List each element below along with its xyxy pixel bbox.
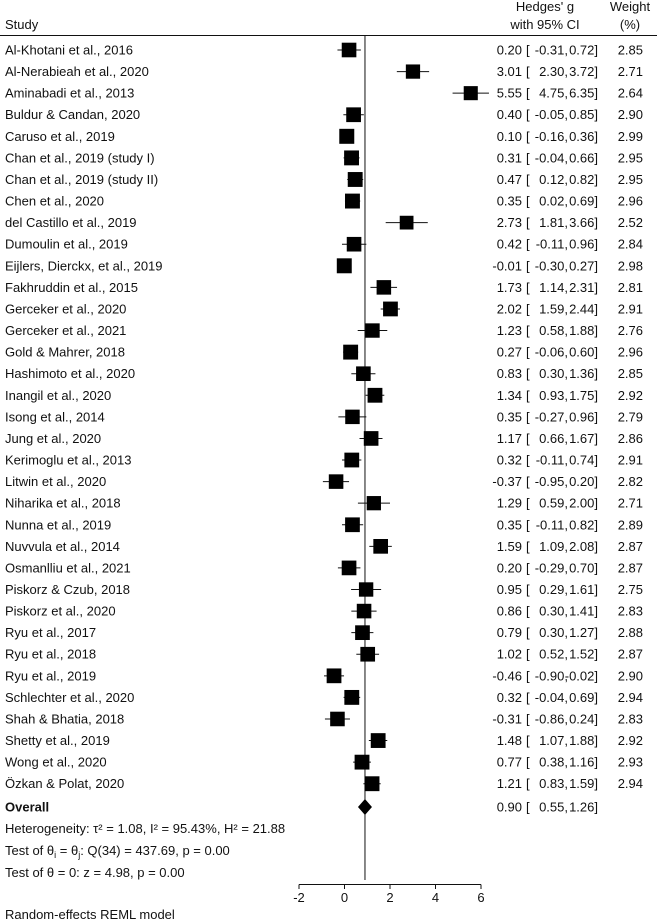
ci-lower-value: 0.83, bbox=[539, 776, 568, 792]
effect-marker bbox=[365, 323, 379, 337]
ci-upper-value: 0.85] bbox=[569, 107, 598, 123]
ci-open-bracket: [ bbox=[526, 560, 530, 576]
effect-marker bbox=[377, 280, 392, 295]
ci-lower-value: 0.59, bbox=[539, 495, 568, 511]
ci-open-bracket: [ bbox=[526, 733, 530, 749]
effect-marker bbox=[368, 388, 383, 403]
effect-value: 0.10 bbox=[496, 128, 522, 144]
effect-marker bbox=[356, 366, 371, 381]
effect-marker bbox=[360, 647, 375, 662]
ci-open-bracket: [ bbox=[526, 171, 530, 187]
study-label: Schlechter et al., 2020 bbox=[5, 689, 135, 705]
weight-value: 2.86 bbox=[617, 430, 643, 446]
study-label: Inangil et al., 2020 bbox=[5, 387, 112, 403]
effect-column-header-line1: Hedges' g bbox=[515, 0, 575, 14]
x-tick-label: 4 bbox=[431, 890, 440, 905]
ci-lower-value: 2.30, bbox=[539, 64, 568, 80]
ci-lower-value: 0.12, bbox=[539, 171, 568, 187]
ci-upper-value: 0.36] bbox=[569, 128, 598, 144]
effect-marker bbox=[383, 302, 398, 317]
ci-open-bracket: [ bbox=[526, 128, 530, 144]
x-tick-label: 0 bbox=[340, 890, 349, 905]
weight-value: 2.94 bbox=[617, 776, 643, 792]
ci-open-bracket: [ bbox=[526, 776, 530, 792]
ci-lower-value: 0.58, bbox=[539, 323, 568, 339]
ci-lower-value: 0.30, bbox=[539, 603, 568, 619]
ci-upper-value: 1.52] bbox=[569, 646, 598, 662]
effect-value: 0.40 bbox=[496, 107, 522, 123]
ci-open-bracket: [ bbox=[526, 474, 530, 490]
effect-value: 1.59 bbox=[496, 538, 522, 554]
ci-open-bracket: [ bbox=[526, 85, 530, 101]
ci-upper-value: 2.31] bbox=[569, 279, 598, 295]
effect-value: 0.47 bbox=[496, 171, 522, 187]
ci-upper-value: 0.20] bbox=[569, 474, 598, 490]
effect-marker bbox=[344, 150, 359, 165]
effect-value: 3.01 bbox=[496, 64, 522, 80]
effect-value: -0.37 bbox=[492, 474, 522, 490]
effect-marker bbox=[343, 345, 358, 360]
weight-value: 2.81 bbox=[617, 279, 643, 295]
ci-open-bracket: [ bbox=[526, 582, 530, 597]
ci-upper-value: 0.60] bbox=[569, 344, 598, 360]
ci-open-bracket: [ bbox=[526, 646, 530, 662]
study-label: Isong et al., 2014 bbox=[5, 409, 105, 425]
effect-value: 0.35 bbox=[496, 193, 522, 209]
study-label: Fakhruddin et al., 2015 bbox=[5, 279, 138, 295]
ci-upper-value: 1.36] bbox=[569, 366, 598, 382]
ci-open-bracket: [ bbox=[526, 754, 530, 770]
weight-value: 2.75 bbox=[617, 582, 643, 597]
ci-lower-value: -0.90, bbox=[534, 668, 568, 684]
ci-open-bracket: [ bbox=[526, 430, 530, 446]
effect-marker bbox=[406, 64, 420, 78]
weight-value: 2.89 bbox=[617, 517, 643, 533]
study-label: Ryu et al., 2018 bbox=[5, 646, 97, 662]
effect-marker bbox=[355, 755, 370, 770]
x-tick-label: -2 bbox=[293, 890, 305, 905]
ci-open-bracket: [ bbox=[526, 387, 530, 403]
weight-value: 2.85 bbox=[617, 366, 643, 382]
effect-marker bbox=[327, 668, 342, 683]
effect-marker bbox=[367, 496, 381, 510]
ci-upper-value: 0.96] bbox=[569, 236, 598, 252]
ci-lower-value: 1.14, bbox=[539, 279, 568, 295]
study-label: Hashimoto et al., 2020 bbox=[5, 366, 136, 382]
weight-value: 2.92 bbox=[617, 387, 643, 403]
weight-value: 2.79 bbox=[617, 409, 643, 425]
study-column-header: Study bbox=[5, 17, 39, 32]
weight-value: 2.52 bbox=[617, 215, 643, 231]
study-label: Shetty et al., 2019 bbox=[5, 733, 110, 749]
z-test-stats: Test of θ = 0: z = 4.98, p = 0.00 bbox=[5, 865, 185, 880]
effect-value: 0.77 bbox=[496, 754, 522, 770]
ci-open-bracket: [ bbox=[526, 495, 530, 511]
weight-column-header-line1: Weight bbox=[609, 0, 651, 14]
effect-value: 1.21 bbox=[496, 776, 522, 792]
effect-marker bbox=[339, 129, 354, 144]
ci-lower-value: 0.30, bbox=[539, 625, 568, 641]
effect-value: -0.01 bbox=[492, 258, 522, 274]
ci-open-bracket: [ bbox=[526, 64, 530, 80]
ci-upper-value: 2.08] bbox=[569, 538, 598, 554]
model-footnote: Random-effects REML model bbox=[5, 907, 175, 922]
ci-open-bracket: [ bbox=[526, 42, 530, 58]
study-label: Nuvvula et al., 2014 bbox=[5, 538, 120, 554]
overall-ci-upper-value: 1.26] bbox=[569, 799, 598, 815]
study-label: Caruso et al., 2019 bbox=[5, 128, 115, 144]
ci-lower-value: -0.11, bbox=[535, 517, 568, 533]
effect-value: 1.17 bbox=[496, 430, 522, 446]
effect-marker bbox=[329, 474, 344, 489]
ci-lower-value: 1.07, bbox=[539, 733, 568, 749]
ci-lower-value: 0.93, bbox=[539, 387, 568, 403]
effect-value: 1.29 bbox=[496, 495, 522, 511]
study-label: Buldur & Candan, 2020 bbox=[5, 107, 141, 123]
ci-lower-value: -0.16, bbox=[534, 128, 568, 144]
effect-marker bbox=[344, 453, 359, 468]
ci-open-bracket: [ bbox=[526, 344, 530, 360]
ci-open-bracket: [ bbox=[526, 668, 530, 684]
x-tick-label: 6 bbox=[477, 890, 485, 905]
ci-open-bracket: [ bbox=[526, 107, 530, 123]
ci-open-bracket: [ bbox=[526, 301, 530, 317]
ci-lower-value: -0.04, bbox=[534, 689, 568, 705]
effect-marker bbox=[347, 237, 362, 252]
ci-upper-value: 0.96] bbox=[569, 409, 598, 425]
effect-marker bbox=[342, 561, 357, 576]
effect-value: 5.55 bbox=[496, 85, 522, 101]
ci-lower-value: 4.75, bbox=[539, 85, 568, 101]
ci-upper-value: 1.59] bbox=[569, 776, 598, 792]
ci-lower-value: -0.29, bbox=[534, 560, 568, 576]
study-label: Litwin et al., 2020 bbox=[5, 474, 107, 490]
ci-upper-value: 6.35] bbox=[569, 85, 598, 101]
ci-upper-value: 0.74] bbox=[569, 452, 598, 468]
effect-marker bbox=[345, 194, 360, 209]
study-label: Eijlers, Dierckx, et al., 2019 bbox=[5, 258, 163, 274]
ci-open-bracket: [ bbox=[526, 517, 530, 533]
study-label: Al-Khotani et al., 2016 bbox=[5, 42, 133, 58]
study-label: Ryu et al., 2019 bbox=[5, 668, 97, 684]
weight-value: 2.95 bbox=[617, 150, 643, 166]
effect-marker bbox=[364, 431, 379, 446]
ci-lower-value: -0.30, bbox=[534, 258, 568, 274]
ci-open-bracket: [ bbox=[526, 193, 530, 209]
study-label: Piskorz & Czub, 2018 bbox=[5, 582, 131, 597]
weight-value: 2.96 bbox=[617, 344, 643, 360]
effect-value: 0.86 bbox=[496, 603, 522, 619]
effect-marker bbox=[464, 86, 478, 100]
study-label: Piskorz et al., 2020 bbox=[5, 603, 116, 619]
effect-value: 1.73 bbox=[496, 279, 522, 295]
study-label: del Castillo et al., 2019 bbox=[5, 215, 137, 231]
weight-value: 2.93 bbox=[617, 754, 643, 770]
overall-effect-value: 0.90 bbox=[496, 799, 522, 815]
ci-open-bracket: [ bbox=[526, 258, 530, 274]
ci-upper-value: 3.66] bbox=[569, 215, 598, 231]
x-tick-label: 2 bbox=[386, 890, 394, 905]
overall-ci-lower-value: 0.55, bbox=[539, 799, 568, 815]
ci-upper-value: 1.61] bbox=[569, 582, 598, 597]
ci-lower-value: -0.27, bbox=[534, 409, 568, 425]
ci-upper-value: 0.24] bbox=[569, 711, 598, 727]
weight-value: 2.84 bbox=[617, 236, 643, 252]
study-label: Ryu et al., 2017 bbox=[5, 625, 97, 641]
ci-lower-value: 0.38, bbox=[539, 754, 568, 770]
ci-lower-value: 0.29, bbox=[539, 582, 568, 597]
heterogeneity-stats: Heterogeneity: τ² = 1.08, I² = 95.43%, H² = 21.88 bbox=[5, 821, 286, 836]
ci-lower-value: -0.11, bbox=[535, 452, 568, 468]
weight-value: 2.90 bbox=[617, 668, 643, 684]
effect-value: 1.23 bbox=[496, 323, 522, 339]
ci-upper-value: 1.41] bbox=[569, 603, 598, 619]
effect-marker bbox=[344, 690, 359, 705]
study-label: Gerceker et al., 2021 bbox=[5, 323, 127, 339]
ci-upper-value: 1.67] bbox=[569, 430, 598, 446]
weight-value: 2.96 bbox=[617, 193, 643, 209]
ci-open-bracket: [ bbox=[526, 366, 530, 382]
weight-value: 2.87 bbox=[617, 646, 643, 662]
ci-open-bracket: [ bbox=[526, 711, 530, 727]
effect-marker bbox=[337, 258, 352, 273]
effect-value: 1.02 bbox=[496, 646, 522, 662]
ci-upper-value: 0.70] bbox=[569, 560, 598, 576]
effect-marker bbox=[342, 43, 357, 58]
ci-upper-value: 3.72] bbox=[569, 64, 598, 80]
effect-value: 0.79 bbox=[496, 625, 522, 641]
q-test-stats: Test of $\theta_i = \theta_j$: Q(34) = 437.69, p = 0.00 bbox=[5, 843, 230, 860]
weight-value: 2.99 bbox=[617, 128, 643, 144]
weight-column-header-line2: (%) bbox=[619, 17, 641, 32]
ci-open-bracket: [ bbox=[526, 452, 530, 468]
study-label: Shah & Bhatia, 2018 bbox=[5, 711, 125, 727]
ci-upper-value: 0.27] bbox=[569, 258, 598, 274]
overall-label: Overall bbox=[5, 799, 50, 815]
weight-value: 2.87 bbox=[617, 560, 643, 576]
ci-upper-value: 0.82] bbox=[569, 171, 598, 187]
ci-upper-value: 1.88] bbox=[569, 733, 598, 749]
effect-value: 0.20 bbox=[496, 42, 522, 58]
ci-upper-value: 0.82] bbox=[569, 517, 598, 533]
overall-diamond bbox=[358, 799, 372, 815]
study-label: Nunna et al., 2019 bbox=[5, 517, 112, 533]
weight-value: 2.64 bbox=[617, 85, 643, 101]
study-label: Özkan & Polat, 2020 bbox=[5, 776, 125, 792]
effect-marker bbox=[355, 625, 370, 640]
ci-upper-value: 0.69] bbox=[569, 193, 598, 209]
ci-open-bracket: [ bbox=[526, 236, 530, 252]
effect-value: 0.83 bbox=[496, 366, 522, 382]
effect-marker bbox=[345, 517, 360, 532]
effect-marker bbox=[357, 604, 372, 619]
ci-open-bracket: [ bbox=[526, 538, 530, 554]
ci-lower-value: 1.09, bbox=[539, 538, 568, 554]
ci-upper-value: 0.72] bbox=[569, 42, 598, 58]
effect-value: 0.42 bbox=[496, 236, 522, 252]
study-label: Osmanlliu et al., 2021 bbox=[5, 560, 131, 576]
weight-value: 2.92 bbox=[617, 733, 643, 749]
ci-lower-value: -0.86, bbox=[534, 711, 568, 727]
ci-lower-value: -0.31, bbox=[534, 42, 568, 58]
effect-value: 0.27 bbox=[496, 344, 522, 360]
weight-value: 2.91 bbox=[617, 301, 643, 317]
overall-ci-open-bracket: [ bbox=[526, 799, 530, 815]
weight-value: 2.91 bbox=[617, 452, 643, 468]
ci-open-bracket: [ bbox=[526, 279, 530, 295]
ci-open-bracket: [ bbox=[526, 689, 530, 705]
effect-value: 0.32 bbox=[496, 452, 522, 468]
study-label: Jung et al., 2020 bbox=[5, 430, 102, 446]
effect-value: 0.35 bbox=[496, 409, 522, 425]
study-label: Al-Nerabieah et al., 2020 bbox=[5, 64, 149, 80]
effect-marker bbox=[365, 776, 380, 791]
weight-value: 2.82 bbox=[617, 474, 643, 490]
effect-value: 0.32 bbox=[496, 689, 522, 705]
effect-value: 0.31 bbox=[496, 150, 522, 166]
study-label: Chan et al., 2019 (study II) bbox=[5, 171, 159, 187]
ci-lower-value: -0.11, bbox=[535, 236, 568, 252]
ci-upper-value: -0.02] bbox=[564, 668, 598, 684]
ci-lower-value: 0.66, bbox=[539, 430, 568, 446]
weight-value: 2.94 bbox=[617, 689, 643, 705]
effect-marker bbox=[346, 107, 361, 122]
ci-upper-value: 1.27] bbox=[569, 625, 598, 641]
ci-lower-value: 0.02, bbox=[539, 193, 568, 209]
ci-open-bracket: [ bbox=[526, 215, 530, 231]
study-label: Wong et al., 2020 bbox=[5, 754, 107, 770]
study-label: Dumoulin et al., 2019 bbox=[5, 236, 128, 252]
ci-upper-value: 1.16] bbox=[569, 754, 598, 770]
ci-lower-value: 0.52, bbox=[539, 646, 568, 662]
weight-value: 2.71 bbox=[617, 64, 643, 80]
effect-marker bbox=[373, 539, 388, 554]
effect-value: -0.31 bbox=[492, 711, 522, 727]
weight-value: 2.83 bbox=[617, 711, 643, 727]
study-label: Kerimoglu et al., 2013 bbox=[5, 452, 132, 468]
effect-value: -0.46 bbox=[492, 668, 522, 684]
ci-lower-value: -0.04, bbox=[534, 150, 568, 166]
ci-open-bracket: [ bbox=[526, 625, 530, 641]
effect-marker bbox=[345, 410, 359, 424]
study-label: Chen et al., 2020 bbox=[5, 193, 105, 209]
study-label: Gold & Mahrer, 2018 bbox=[5, 344, 125, 360]
weight-value: 2.95 bbox=[617, 171, 643, 187]
ci-upper-value: 1.88] bbox=[569, 323, 598, 339]
ci-lower-value: -0.95, bbox=[534, 474, 568, 490]
ci-lower-value: -0.06, bbox=[534, 344, 568, 360]
weight-value: 2.83 bbox=[617, 603, 643, 619]
ci-lower-value: 1.59, bbox=[539, 301, 568, 317]
effect-marker bbox=[330, 712, 345, 727]
effect-marker bbox=[359, 582, 373, 596]
ci-upper-value: 2.44] bbox=[569, 301, 598, 317]
effect-marker bbox=[371, 733, 386, 748]
effect-marker bbox=[348, 172, 363, 187]
effect-value: 1.34 bbox=[496, 387, 522, 403]
weight-value: 2.76 bbox=[617, 323, 643, 339]
ci-upper-value: 0.69] bbox=[569, 689, 598, 705]
study-label: Aminabadi et al., 2013 bbox=[5, 85, 135, 101]
ci-lower-value: -0.05, bbox=[534, 107, 568, 123]
effect-value: 1.48 bbox=[496, 733, 522, 749]
ci-upper-value: 2.00] bbox=[569, 495, 598, 511]
weight-value: 2.85 bbox=[617, 42, 643, 58]
ci-upper-value: 1.75] bbox=[569, 387, 598, 403]
weight-value: 2.90 bbox=[617, 107, 643, 123]
effect-value: 0.35 bbox=[496, 517, 522, 533]
effect-marker bbox=[400, 216, 414, 230]
ci-open-bracket: [ bbox=[526, 603, 530, 619]
ci-open-bracket: [ bbox=[526, 409, 530, 425]
ci-lower-value: 1.81, bbox=[539, 215, 568, 231]
study-label: Niharika et al., 2018 bbox=[5, 495, 121, 511]
weight-value: 2.98 bbox=[617, 258, 643, 274]
weight-value: 2.88 bbox=[617, 625, 643, 641]
effect-column-header-line2: with 95% CI bbox=[510, 17, 580, 32]
ci-open-bracket: [ bbox=[526, 150, 530, 166]
ci-upper-value: 0.66] bbox=[569, 150, 598, 166]
weight-value: 2.71 bbox=[617, 495, 643, 511]
effect-value: 0.20 bbox=[496, 560, 522, 576]
effect-value: 2.02 bbox=[496, 301, 522, 317]
ci-lower-value: 0.30, bbox=[539, 366, 568, 382]
ci-open-bracket: [ bbox=[526, 323, 530, 339]
weight-value: 2.87 bbox=[617, 538, 643, 554]
effect-value: 2.73 bbox=[496, 215, 522, 231]
effect-value: 0.95 bbox=[496, 582, 522, 597]
study-label: Gerceker et al., 2020 bbox=[5, 301, 127, 317]
study-label: Chan et al., 2019 (study I) bbox=[5, 150, 155, 166]
